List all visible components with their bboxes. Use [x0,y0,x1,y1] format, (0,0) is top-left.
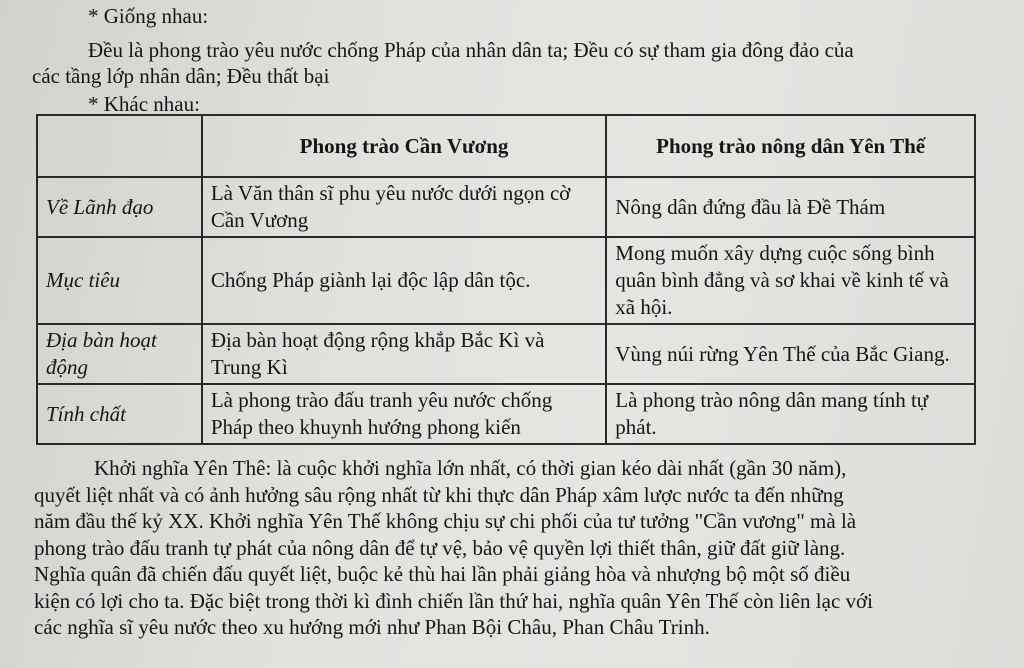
table-header-can-vuong: Phong trào Cần Vương [202,115,606,177]
different-heading: * Khác nhau: [88,92,200,116]
cell-can-vuong-area: Địa bàn hoạt động rộng khắp Bắc Kì và Trung Kì [202,324,606,384]
similar-heading: * Giống nhau: [88,4,209,28]
row-label-leadership: Về Lãnh đạo [37,177,202,237]
table-header-yen-the: Phong trào nông dân Yên Thế [606,115,975,177]
table-row [37,324,975,384]
cell-can-vuong-nature: Là phong trào đấu tranh yêu nước chống Pháp theo khuynh hướng phong kiến [202,384,606,444]
row-label-nature: Tính chất [37,384,202,444]
cell-yen-the-nature: Là phong trào nông dân mang tính tự phát. [606,384,975,444]
row-label-goal: Mục tiêu [37,237,202,324]
cell-yen-the-area: Vùng núi rừng Yên Thế của Bắc Giang. [606,324,975,384]
yen-the-paragraph [34,455,1014,641]
row-label-area: Địa bàn hoạt động [37,324,202,384]
cell-yen-the-leadership: Nông dân đứng đầu là Đề Thám [606,177,975,237]
paragraph-line: quyết liệt nhất và có ảnh hưởng sâu rộng nhất từ khi thực dân Pháp xâm lược nước ta đến những [34,482,844,507]
paragraph-line: kiện có lợi cho ta. Đặc biệt trong thời kì đình chiến lần thứ hai, nghĩa quân Yên Thế còn liên lạc với [34,588,873,613]
table-header-row [37,115,975,177]
comparison-table [36,114,976,445]
cell-yen-the-goal: Mong muốn xây dựng cuộc sống bình quân bình đẳng và sơ khai về kinh tế và xã hội. [606,237,975,324]
table-row [37,237,975,324]
paragraph-line: Khởi nghĩa Yên Thê: là cuộc khởi nghĩa lớn nhất, có thời gian kéo dài nhất (gần 30 năm), [94,456,847,480]
paragraph-line: năm đầu thế kỷ XX. Khởi nghĩa Yên Thế không chịu sự chi phối của tư tưởng "Cần vương" mà là [34,509,857,533]
paragraph-line: phong trào đấu tranh tự phát của nông dân để tự vệ, bảo vệ quyền lợi thiết thân, giữ đất giữ làng. [34,535,846,560]
similar-text-line-2: các tầng lớp nhân dân; Đều thất bại [32,64,330,88]
table-row [37,384,975,444]
similar-text-line-1: Đều là phong trào yêu nước chống Pháp của nhân dân ta; Đều có sự tham gia đông đảo của [88,38,854,62]
cell-can-vuong-leadership: Là Văn thân sĩ phu yêu nước dưới ngọn cờ Cần Vương [202,177,606,237]
paragraph-line: Nghĩa quân đã chiến đấu quyết liệt, buộc kẻ thù hai lần phải giảng hòa và nhượng bộ một số điều [34,562,851,586]
table-header-empty [37,115,202,177]
table-row [37,177,975,237]
paragraph-line: các nghĩa sĩ yêu nước theo xu hướng mới như Phan Bội Châu, Phan Châu Trinh. [34,615,710,639]
cell-can-vuong-goal: Chống Pháp giành lại độc lập dân tộc. [202,237,606,324]
